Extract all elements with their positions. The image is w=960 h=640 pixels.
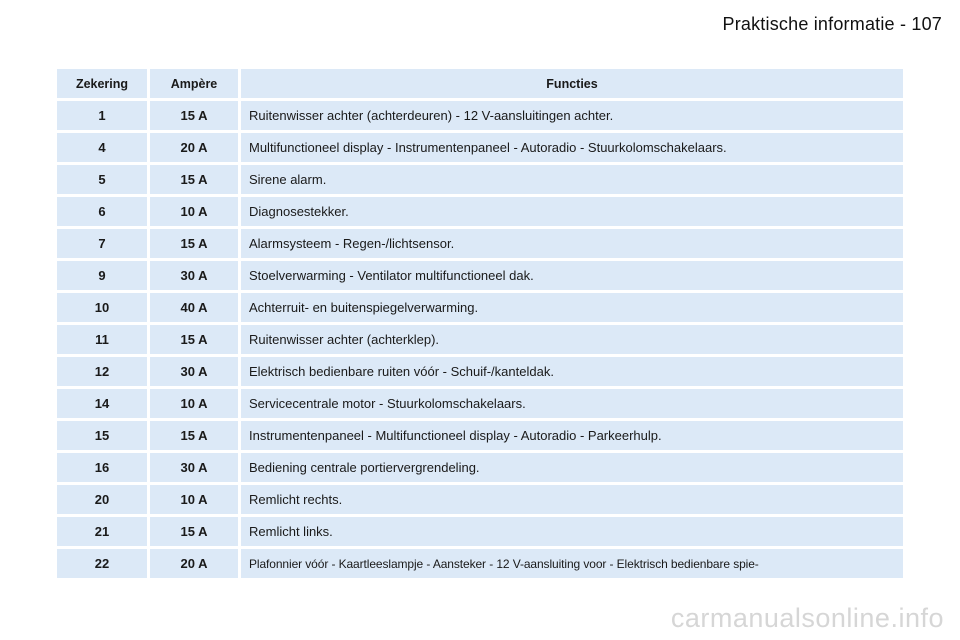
table-row [57,165,903,194]
ampere-cell: 20 A [150,133,238,162]
fuse-number-cell: 11 [57,325,147,354]
table-row [57,133,903,162]
ampere-cell: 15 A [150,517,238,546]
table-row [57,389,903,418]
fuse-number-cell: 20 [57,485,147,514]
fuse-number-cell: 5 [57,165,147,194]
table-row [57,101,903,130]
ampere-cell: 20 A [150,549,238,578]
function-cell: Ruitenwisser achter (achterklep). [241,325,903,354]
table-row [57,517,903,546]
fuse-number-cell: 4 [57,133,147,162]
fuse-table [57,69,903,581]
fuse-number-cell: 10 [57,293,147,322]
fuse-number-cell: 21 [57,517,147,546]
function-cell: Diagnosestekker. [241,197,903,226]
fuse-number-cell: 9 [57,261,147,290]
column-header-fuse: Zekering [57,69,147,98]
ampere-cell: 15 A [150,229,238,258]
function-cell: Multifunctioneel display - Instrumentenpaneel - Autoradio - Stuurkolomschakelaars. [241,133,903,162]
function-cell: Alarmsysteem - Regen-/lichtsensor. [241,229,903,258]
fuse-number-cell: 7 [57,229,147,258]
page-title: Praktische informatie - 107 [722,14,942,34]
function-cell: Ruitenwisser achter (achterdeuren) - 12 V-aansluitingen achter. [241,101,903,130]
function-cell: Plafonnier vóór - Kaartleeslampje - Aansteker - 12 V-aansluiting voor - Elektrisch bedienbare spie- [241,549,903,578]
table-row [57,197,903,226]
fuse-number-cell: 16 [57,453,147,482]
table-row [57,325,903,354]
ampere-cell: 10 A [150,389,238,418]
ampere-cell: 15 A [150,165,238,194]
function-cell: Achterruit- en buitenspiegelverwarming. [241,293,903,322]
function-cell: Stoelverwarming - Ventilator multifunctioneel dak. [241,261,903,290]
table-row [57,357,903,386]
ampere-cell: 30 A [150,261,238,290]
function-cell: Instrumentenpaneel - Multifunctioneel display - Autoradio - Parkeerhulp. [241,421,903,450]
ampere-cell: 15 A [150,325,238,354]
ampere-cell: 30 A [150,453,238,482]
ampere-cell: 10 A [150,485,238,514]
ampere-cell: 10 A [150,197,238,226]
column-header-ampere: Ampère [150,69,238,98]
fuse-number-cell: 1 [57,101,147,130]
fuse-number-cell: 6 [57,197,147,226]
watermark: carmanualsonline.info [670,603,944,633]
ampere-cell: 30 A [150,357,238,386]
fuse-number-cell: 12 [57,357,147,386]
table-row [57,293,903,322]
table-row [57,549,903,578]
fuse-number-cell: 15 [57,421,147,450]
table-row [57,261,903,290]
function-cell: Sirene alarm. [241,165,903,194]
table-header-row [57,69,903,98]
table-row [57,421,903,450]
function-cell: Remlicht rechts. [241,485,903,514]
ampere-cell: 15 A [150,101,238,130]
fuse-number-cell: 14 [57,389,147,418]
function-cell: Bediening centrale portiervergrendeling. [241,453,903,482]
ampere-cell: 40 A [150,293,238,322]
ampere-cell: 15 A [150,421,238,450]
function-cell: Servicecentrale motor - Stuurkolomschakelaars. [241,389,903,418]
table-row [57,453,903,482]
function-cell: Elektrisch bedienbare ruiten vóór - Schuif-/kanteldak. [241,357,903,386]
table-row [57,485,903,514]
fuse-number-cell: 22 [57,549,147,578]
column-header-functions: Functies [241,69,903,98]
table-row [57,229,903,258]
function-cell: Remlicht links. [241,517,903,546]
